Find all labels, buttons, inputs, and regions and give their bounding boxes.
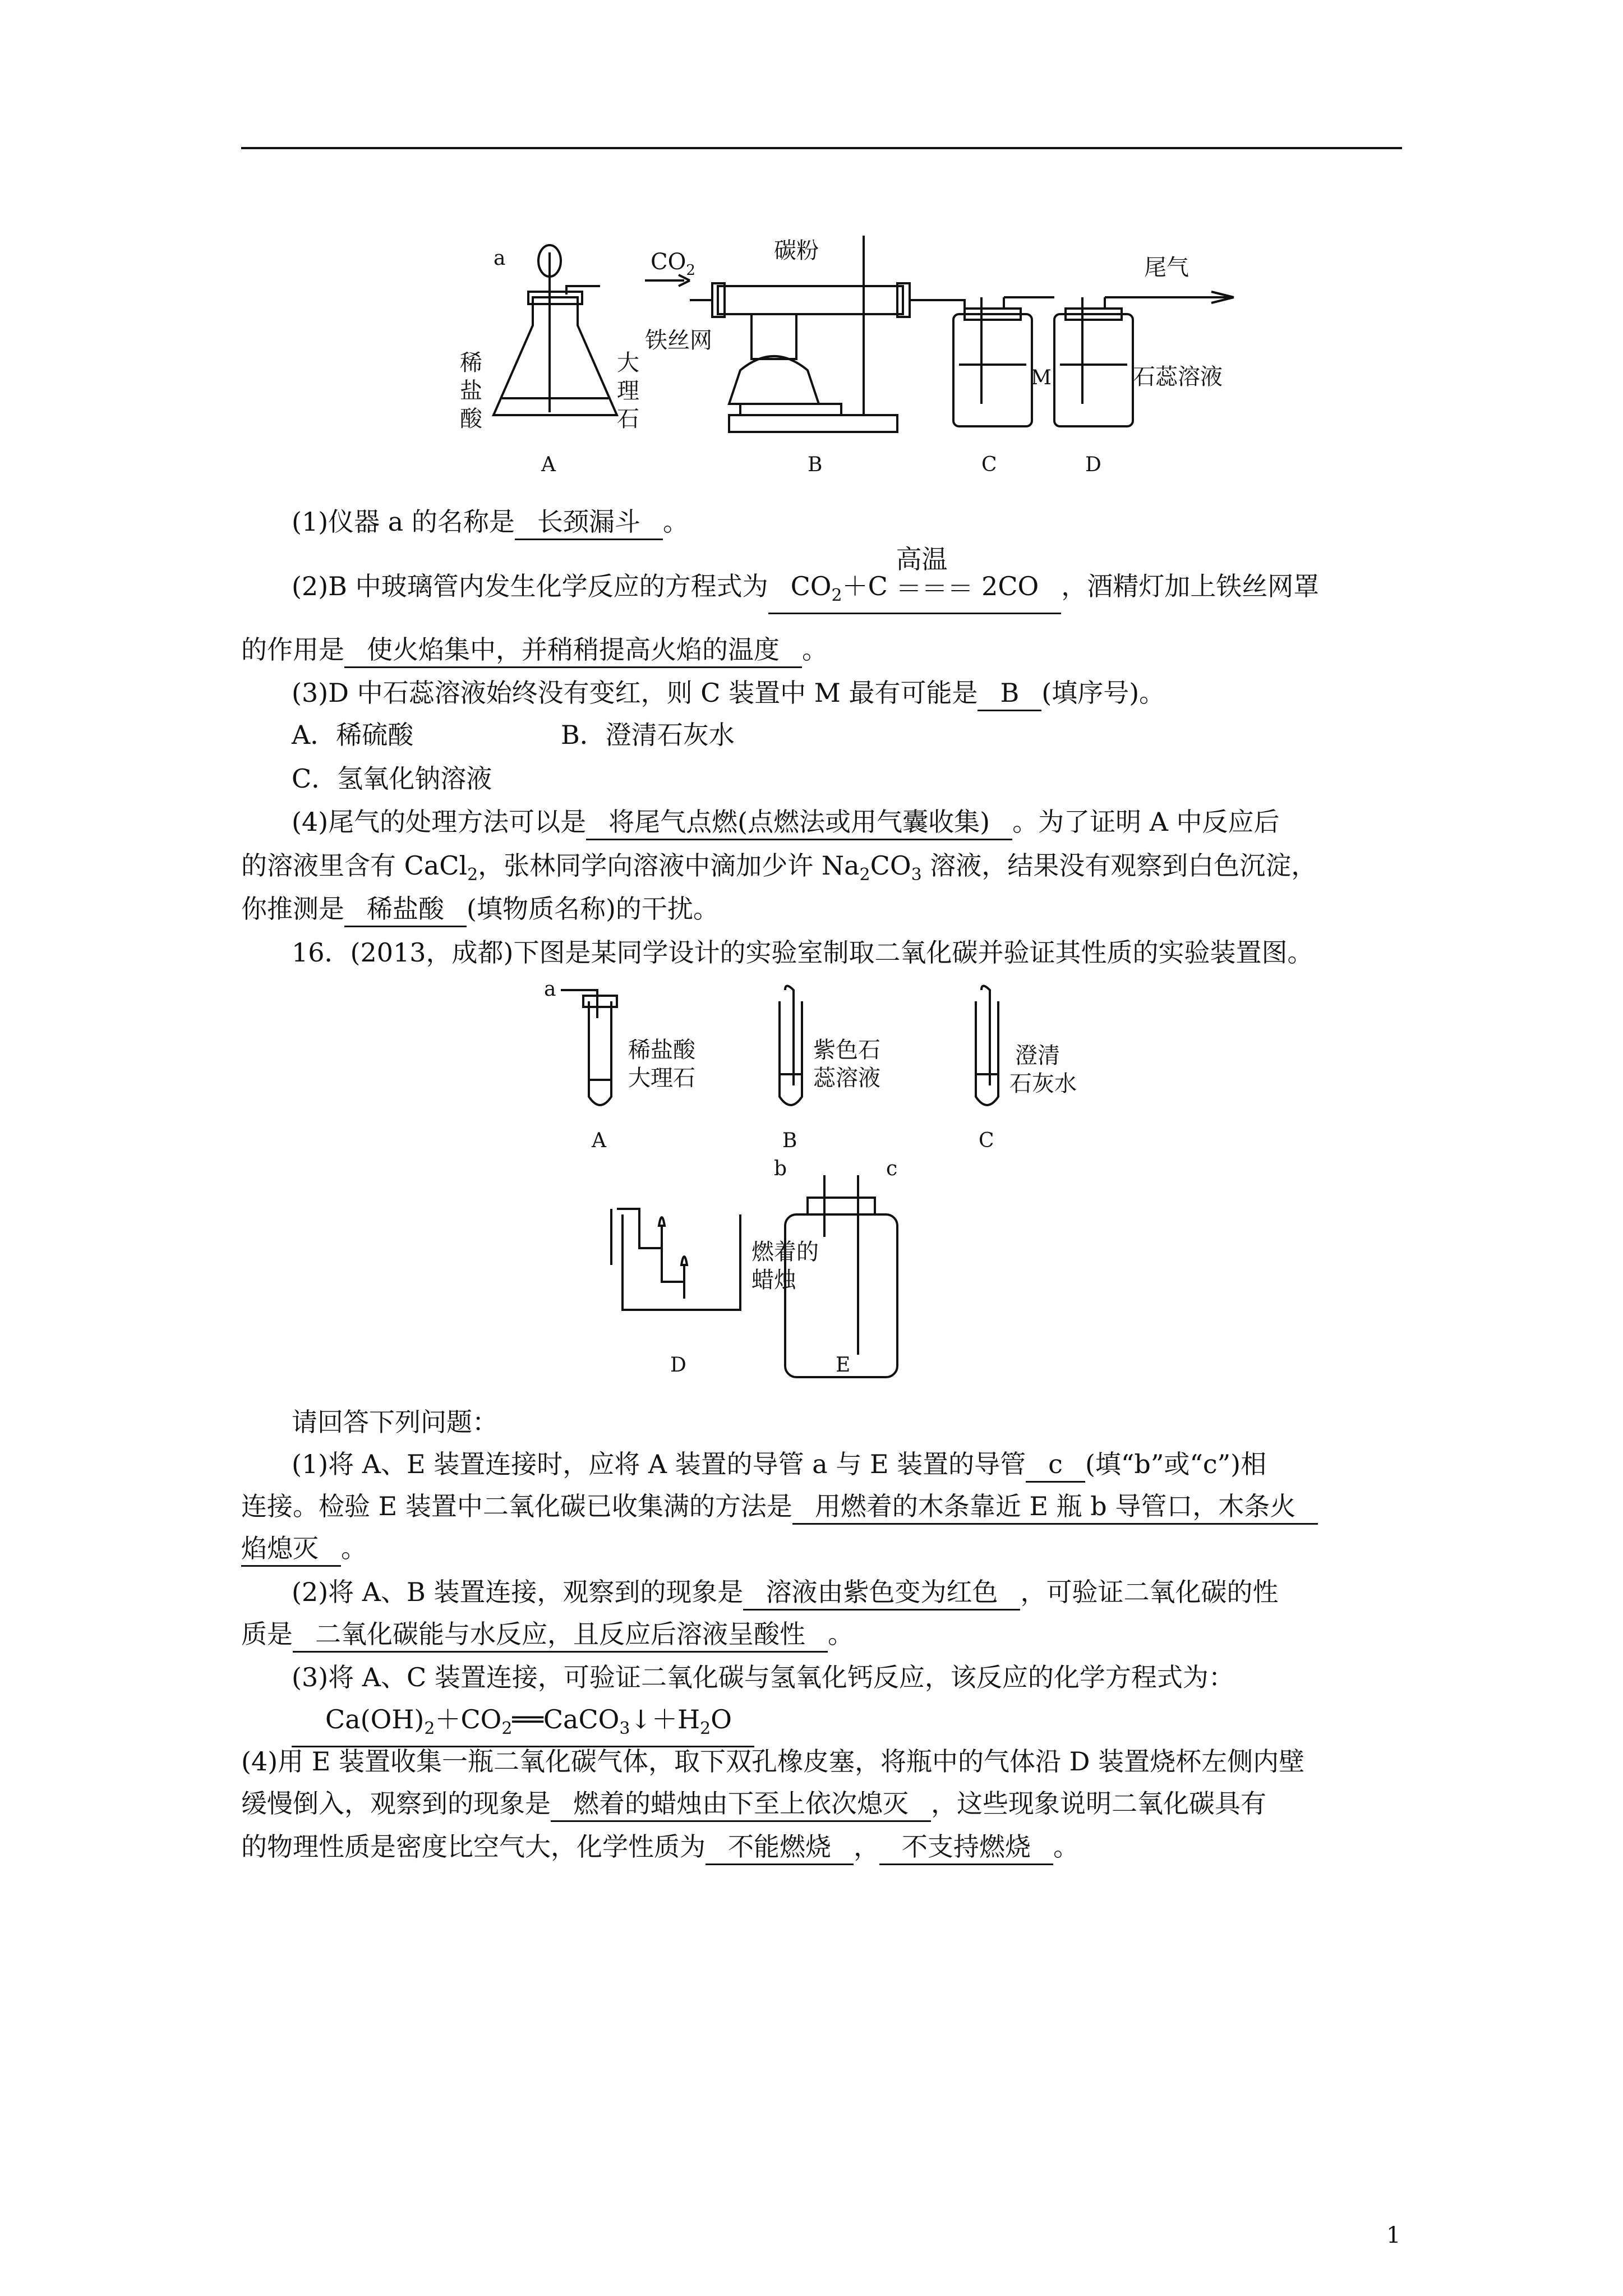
q3-answer: B: [978, 676, 1041, 711]
q2-line: [292, 544, 1320, 614]
fig1-marble-1: 大: [617, 350, 639, 376]
fig1-marble-3: 石: [617, 406, 639, 432]
q4-answer3: 稀盐酸: [344, 892, 467, 927]
q1-line: [292, 505, 689, 540]
p1-answer2a: 用燃着的木条靠近 E 瓶 b 导管口，木条火: [792, 1489, 1318, 1525]
q16-stem: 16．(2013，成都)下图是某同学设计的实验室制取二氧化碳并验证其性质的实验装置图。: [292, 937, 1313, 968]
figure-1-apparatus: [460, 230, 1256, 482]
q2-prefix: (2)B 中玻璃管内发生化学反应的方程式为: [292, 571, 768, 601]
p3-line: (3)将 A、C 装置连接，可验证二氧化碳与氢氧化钙反应，该反应的化学方程式为：: [292, 1662, 1234, 1692]
fig2-B-label-1: 紫色石: [813, 1037, 880, 1063]
fig1-co2: $CO_2$: [651, 249, 695, 279]
p2-line2: 质是 二氧化碳能与水反应，且反应后溶液呈酸性 。: [241, 1617, 854, 1653]
fig1-acid-2: 盐: [460, 378, 482, 404]
fig2-C-label-1: 澄清: [1015, 1043, 1060, 1069]
figure-1-svg: [460, 230, 1256, 482]
fig2-label-D: D: [670, 1354, 686, 1377]
fig2-label-A: A: [592, 1129, 606, 1152]
p4-answer2: 燃着的蜡烛由下至上依次熄灭: [551, 1787, 931, 1822]
fig2-b: b: [774, 1157, 787, 1180]
p4-line: (4)用 E 装置收集一瓶二氧化碳气体，取下双孔橡皮塞，将瓶中的气体沿 D 装置烧杯左侧内壁: [241, 1746, 1305, 1777]
fig1-label-a: a: [494, 247, 506, 270]
p1-line2: 连接。检验 E 装置中二氧化碳已收集满的方法是 用燃着的木条靠近 E 瓶 b 导管口，木条火: [241, 1489, 1318, 1525]
p1-answer: c: [1026, 1447, 1085, 1483]
page-number: 1: [1386, 2223, 1401, 2248]
q2-equation: $CO_2+C$ 高温 ＝＝＝ 2CO: [768, 569, 1062, 614]
p2-answer2: 二氧化碳能与水反应，且反应后溶液呈酸性: [293, 1617, 828, 1653]
p4-line3: 的物理性质是密度比空气大，化学性质为 不能燃烧 ， 不支持燃烧 。: [241, 1830, 1079, 1865]
p2-line: (2)将 A、B 装置连接，观察到的现象是 溶液由紫色变为红色 ，可验证二氧化碳的性: [292, 1575, 1278, 1611]
fig2-D-label-2: 蜡烛: [751, 1267, 796, 1293]
p1-line: (1)将 A、E 装置连接时，应将 A 装置的导管 a 与 E 装置的导管 c (填“b”或“c”)相: [292, 1447, 1266, 1483]
fig2-label-E: E: [836, 1354, 851, 1377]
q4-answer: 将尾气点燃(点燃法或用气囊收集): [586, 805, 1012, 840]
p1-answer2b: 焰熄灭: [241, 1531, 341, 1567]
fig2-a: a: [544, 984, 556, 1001]
p2-answer: 溶液由紫色变为红色: [743, 1575, 1020, 1611]
q4-line3: 你推测是 稀盐酸 (填物质名称)的干扰。: [241, 892, 719, 927]
q3-option-a: A．稀硫酸: [292, 720, 414, 750]
q4-line: (4)尾气的处理方法可以是 将尾气点燃(点燃法或用气囊收集) 。为了证明 A 中反应后: [292, 805, 1280, 840]
p4-answer3a: 不能燃烧: [706, 1830, 854, 1865]
q3-line: (3)D 中石蕊溶液始终没有变红，则 C 装置中 M 最有可能是 B (填序号)。: [292, 676, 1165, 711]
figure-2-apparatus: [544, 984, 1138, 1388]
q1-prefix: (1)仪器 a 的名称是: [292, 507, 515, 537]
fig1-label-D: D: [1085, 453, 1101, 476]
q1-answer: 长颈漏斗: [515, 505, 663, 540]
fig2-B-label-2: 蕊溶液: [813, 1065, 880, 1091]
q1-suffix: 。: [662, 507, 689, 537]
fig2-c: c: [886, 1157, 898, 1180]
fig2-label-C: C: [979, 1129, 994, 1152]
fig2-C-label-2: 石灰水: [1009, 1071, 1077, 1097]
fig2-label-B: B: [782, 1129, 797, 1152]
q2-suffix: ，酒精灯加上铁丝网罩: [1061, 571, 1320, 601]
fig1-wire: 铁丝网: [645, 328, 712, 353]
fig1-label-C: C: [981, 453, 997, 476]
q2-condition: 高温: [896, 544, 948, 574]
q3-option-b: B．澄清石灰水: [561, 720, 735, 750]
q4-line2: 的溶液里含有 CaCl$_2$，张林同学向溶液中滴加少许 $Na_2CO_3$ 溶液，结果没有观察到白色沉淀，: [241, 850, 1317, 885]
fig2-D-label-1: 燃着的: [751, 1239, 819, 1265]
figure-2-svg: [544, 984, 1138, 1388]
fig1-label-B: B: [808, 453, 823, 476]
p1-line3: 焰熄灭 。: [241, 1531, 367, 1567]
q2-line2: 的作用是 使火焰集中，并稍稍提高火焰的温度 。: [241, 633, 828, 668]
fig1-m: M: [1031, 366, 1052, 389]
fig1-marble-2: 理: [617, 378, 639, 404]
fig1-carbon: 碳粉: [774, 238, 819, 264]
p4-answer3b: 不支持燃烧: [879, 1830, 1053, 1865]
fig1-litmus: 石蕊溶液: [1133, 364, 1223, 390]
fig2-A-label-2: 大理石: [628, 1065, 695, 1091]
p3-equation: $Ca(OH)_2+CO_2══CaCO_3↓+H_2O$: [292, 1703, 754, 1747]
fig1-label-A: A: [541, 453, 556, 476]
fig1-acid-1: 稀: [460, 350, 482, 376]
fig2-A-label-1: 稀盐酸: [628, 1037, 695, 1063]
header-rule: [241, 147, 1402, 149]
fig1-tail: 尾气: [1144, 255, 1189, 280]
p4-line2: 缓慢倒入，观察到的现象是 燃着的蜡烛由下至上依次熄灭 ，这些现象说明二氧化碳具有: [241, 1787, 1266, 1822]
intro-text: 请回答下列问题：: [292, 1407, 498, 1437]
q3-option-c: C．氢氧化钠溶液: [292, 763, 492, 794]
q2-answer2: 使火焰集中，并稍稍提高火焰的温度: [344, 633, 802, 668]
fig1-acid-3: 酸: [460, 406, 482, 432]
